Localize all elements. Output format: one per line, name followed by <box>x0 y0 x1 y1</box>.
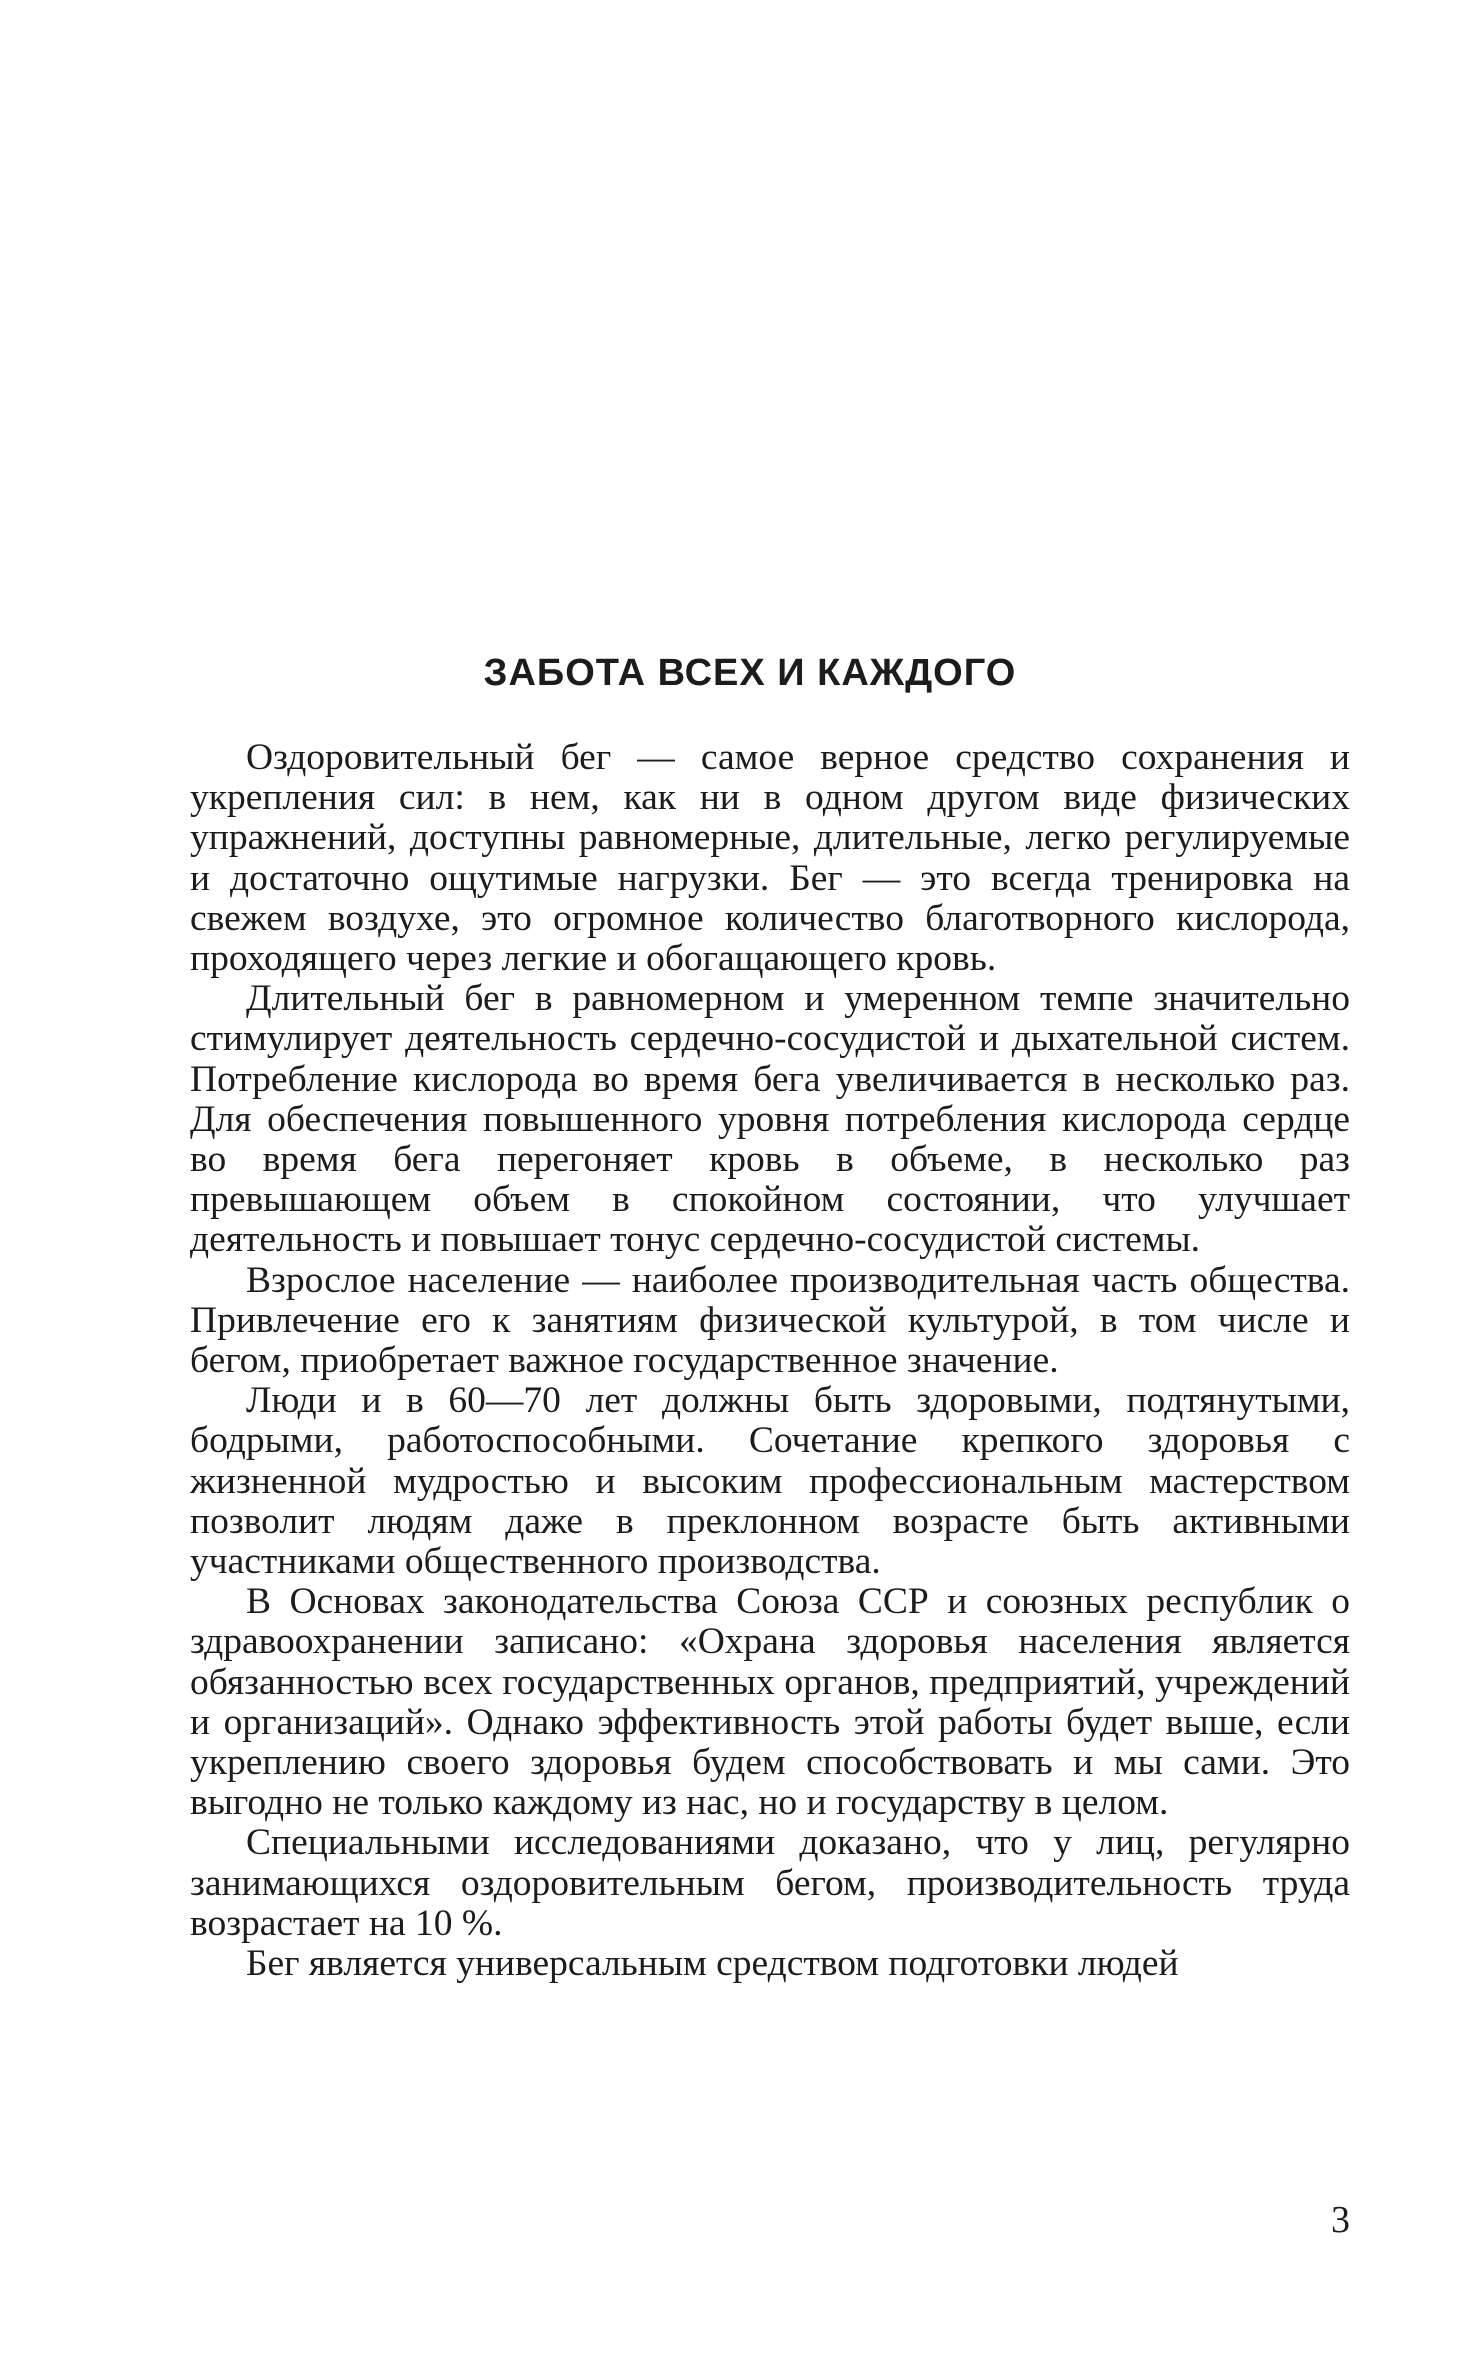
paragraph: Люди и в 60—70 лет должны быть здоровыми, подтянутыми, бодрыми, работоспособными. Сочетание крепкого здоровья с жизненной мудростью и высоким профессиональным мастерством позволит людям даже в преклонном возрасте быть активными участниками общественного производства. <box>190 1380 1350 1583</box>
paragraph: Длительный бег в равномерном и умеренном темпе значительно стимулирует деятельность сердечно-сосудистой и дыхательной систем. Потребление кислорода во время бега увеличивается в несколько раз. Для обеспечения повышенного уровня потребления кислорода сердце во время бега перегоняет кровь в объеме, в несколько раз превышающем объем в спокойном состоянии, что улучшает деятельность и повышает тонус сердечно-сосудистой системы. <box>190 978 1350 1261</box>
paragraph: Взрослое население — наиболее производительная часть общества. Привлечение его к занятиям физической культурой, в том числе и бегом, приобретает важное государственное значение. <box>190 1259 1350 1382</box>
paragraph: Оздоровительный бег — самое верное средство сохранения и укрепления сил: в нем, как ни в одном другом виде физических упражнений, доступны равномерные, длительные, легко регулируемые и достаточно ощутимые нагрузки. Бег — это всегда тренировка на свежем воздухе, это огромное количество благотворного кислорода, проходящего через легкие и обогащающего кровь. <box>190 737 1350 980</box>
paragraph: Специальными исследованиями доказано, что у лиц, регулярно занимающихся оздоровительным бегом, производительность труда возрастает на 10 %. <box>190 1822 1350 1944</box>
paragraph: В Основах законодательства Союза ССР и союзных республик о здравоохранении записано: «Охрана здоровья населения является обязанностью всех государственных органов, предприятий, учреждений и организаций». Однако эффективность этой работы будет выше, если укреплению своего здоровья будем способствовать и мы сами. Это выгодно не только каждому из нас, но и государству в целом. <box>190 1581 1350 1824</box>
page-number: 3 <box>1331 2199 1350 2241</box>
paragraph: Бег является универсальным средством подготовки людей <box>246 1943 1179 1985</box>
body-text <box>190 738 1350 1984</box>
chapter-title: ЗАБОТА ВСЕХ И КАЖДОГО <box>483 652 1017 694</box>
